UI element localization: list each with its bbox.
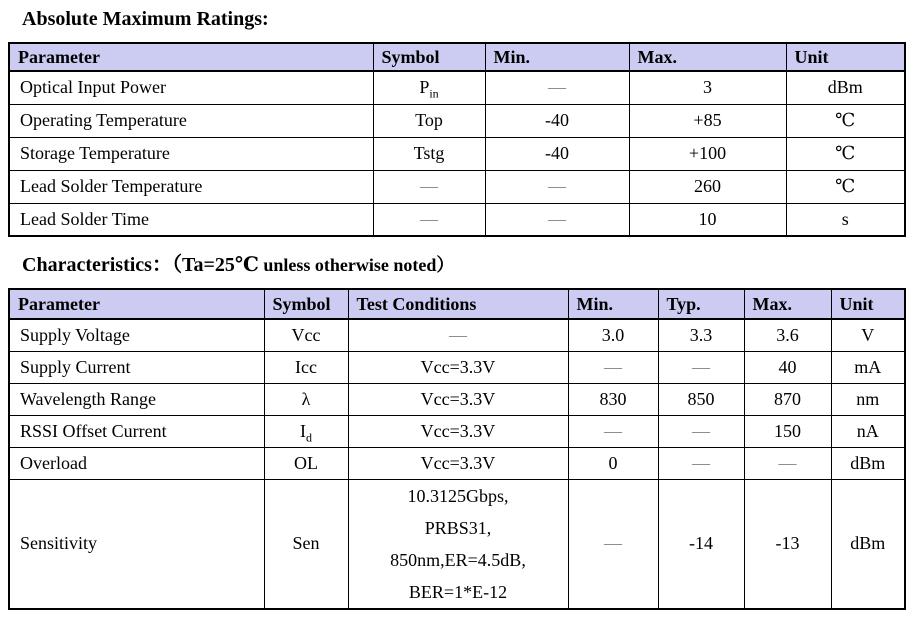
cell-min: — — [485, 170, 629, 203]
characteristics-title-main: Characteristics：（Ta=25℃ — [22, 254, 259, 276]
table-header-row — [9, 289, 905, 319]
condition-line: 10.3125Gbps, — [407, 485, 509, 506]
table-row — [9, 319, 905, 351]
characteristics-table — [8, 288, 906, 610]
cell-typ: 3.3 — [658, 319, 744, 351]
symbol-base: I — [300, 420, 306, 441]
cell-parameter: Optical Input Power — [9, 71, 373, 104]
cell-conditions: Vcc=3.3V — [348, 383, 568, 415]
cell-symbol — [373, 170, 485, 203]
absolute-maximum-ratings-table — [8, 42, 906, 237]
cell-parameter: Lead Solder Time — [9, 203, 373, 236]
cell-unit: V — [831, 319, 905, 351]
symbol-base: — — [420, 176, 438, 196]
symbol-base: Top — [415, 110, 443, 130]
table-row — [9, 415, 905, 447]
cell-symbol — [264, 351, 348, 383]
characteristics-section-title — [0, 237, 912, 288]
col-header-max: Max. — [629, 43, 786, 71]
cell-symbol — [264, 383, 348, 415]
cell-parameter: Sensitivity — [9, 479, 264, 609]
cell-unit: mA — [831, 351, 905, 383]
col-header-max: Max. — [744, 289, 831, 319]
table-row — [9, 351, 905, 383]
cell-typ: — — [658, 351, 744, 383]
cell-max: — — [744, 447, 831, 479]
table-row — [9, 203, 905, 236]
condition-line: BER=1*E-12 — [408, 581, 508, 602]
cell-parameter: RSSI Offset Current — [9, 415, 264, 447]
cell-parameter: Lead Solder Temperature — [9, 170, 373, 203]
col-header-unit: Unit — [786, 43, 905, 71]
table-row — [9, 447, 905, 479]
cell-unit: dBm — [831, 479, 905, 609]
table-row — [9, 170, 905, 203]
cell-max: 870 — [744, 383, 831, 415]
cell-min: — — [568, 479, 658, 609]
symbol-base: P — [419, 77, 430, 98]
cell-conditions: Vcc=3.3V — [348, 351, 568, 383]
cell-max: 260 — [629, 170, 786, 203]
table-row — [9, 104, 905, 137]
cell-max: -13 — [744, 479, 831, 609]
symbol-base: — — [420, 208, 438, 229]
cell-unit: dBm — [831, 447, 905, 479]
col-header-min: Min. — [568, 289, 658, 319]
symbol-base: Icc — [295, 356, 317, 377]
symbol-base: λ — [301, 388, 311, 409]
cell-symbol — [373, 104, 485, 137]
cell-parameter: Operating Temperature — [9, 104, 373, 137]
symbol-subscript: d — [306, 430, 312, 445]
cell-min: 0 — [568, 447, 658, 479]
cell-max: 150 — [744, 415, 831, 447]
cell-min: — — [568, 415, 658, 447]
cell-min: -40 — [485, 104, 629, 137]
col-header-unit: Unit — [831, 289, 905, 319]
cell-max: 3.6 — [744, 319, 831, 351]
cell-typ: — — [658, 415, 744, 447]
condition-line: PRBS31, — [424, 517, 492, 538]
cell-conditions: Vcc=3.3V — [348, 415, 568, 447]
col-header-typ: Typ. — [658, 289, 744, 319]
cell-max: +85 — [629, 104, 786, 137]
cell-min: — — [485, 203, 629, 236]
table-row — [9, 71, 905, 104]
ratings-section-title: Absolute Maximum Ratings: — [22, 8, 269, 30]
cell-conditions: — — [348, 319, 568, 351]
cell-unit: nm — [831, 383, 905, 415]
cell-parameter: Storage Temperature — [9, 137, 373, 170]
cell-conditions: Vcc=3.3V — [348, 447, 568, 479]
condition-line: 850nm,ER=4.5dB, — [390, 549, 526, 570]
characteristics-title-note: unless otherwise noted） — [258, 255, 455, 275]
cell-max: 40 — [744, 351, 831, 383]
col-header-parameter: Parameter — [9, 43, 373, 71]
cell-typ: — — [658, 447, 744, 479]
cell-unit: ℃ — [786, 137, 905, 170]
symbol-base: OL — [294, 452, 318, 473]
cell-conditions — [348, 479, 568, 609]
cell-unit: dBm — [786, 71, 905, 104]
table-row-sensitivity — [9, 479, 905, 609]
cell-min: — — [568, 351, 658, 383]
cell-symbol — [264, 447, 348, 479]
cell-symbol — [373, 71, 485, 104]
col-header-test-conditions: Test Conditions — [348, 289, 568, 319]
cell-max: 3 — [629, 71, 786, 104]
col-header-min: Min. — [485, 43, 629, 71]
symbol-base: Vcc — [291, 324, 321, 345]
cell-max: 10 — [629, 203, 786, 236]
table-row — [9, 383, 905, 415]
cell-min: — — [485, 71, 629, 104]
cell-unit: ℃ — [786, 170, 905, 203]
cell-symbol — [264, 415, 348, 447]
symbol-base: Tstg — [413, 143, 445, 163]
table-header-row — [9, 43, 905, 71]
cell-unit: s — [786, 203, 905, 236]
cell-unit: ℃ — [786, 104, 905, 137]
cell-min: 3.0 — [568, 319, 658, 351]
cell-parameter: Supply Voltage — [9, 319, 264, 351]
cell-min: -40 — [485, 137, 629, 170]
col-header-parameter: Parameter — [9, 289, 264, 319]
symbol-subscript: in — [429, 86, 439, 101]
cell-parameter: Wavelength Range — [9, 383, 264, 415]
col-header-symbol: Symbol — [264, 289, 348, 319]
cell-symbol — [264, 319, 348, 351]
cell-parameter: Supply Current — [9, 351, 264, 383]
cell-symbol — [373, 137, 485, 170]
cell-parameter: Overload — [9, 447, 264, 479]
cell-min: 830 — [568, 383, 658, 415]
cell-symbol — [373, 203, 485, 236]
cell-max: +100 — [629, 137, 786, 170]
cell-symbol: Sen — [264, 479, 348, 609]
cell-typ: 850 — [658, 383, 744, 415]
table-row — [9, 137, 905, 170]
cell-typ: -14 — [658, 479, 744, 609]
cell-unit: nA — [831, 415, 905, 447]
col-header-symbol: Symbol — [373, 43, 485, 71]
